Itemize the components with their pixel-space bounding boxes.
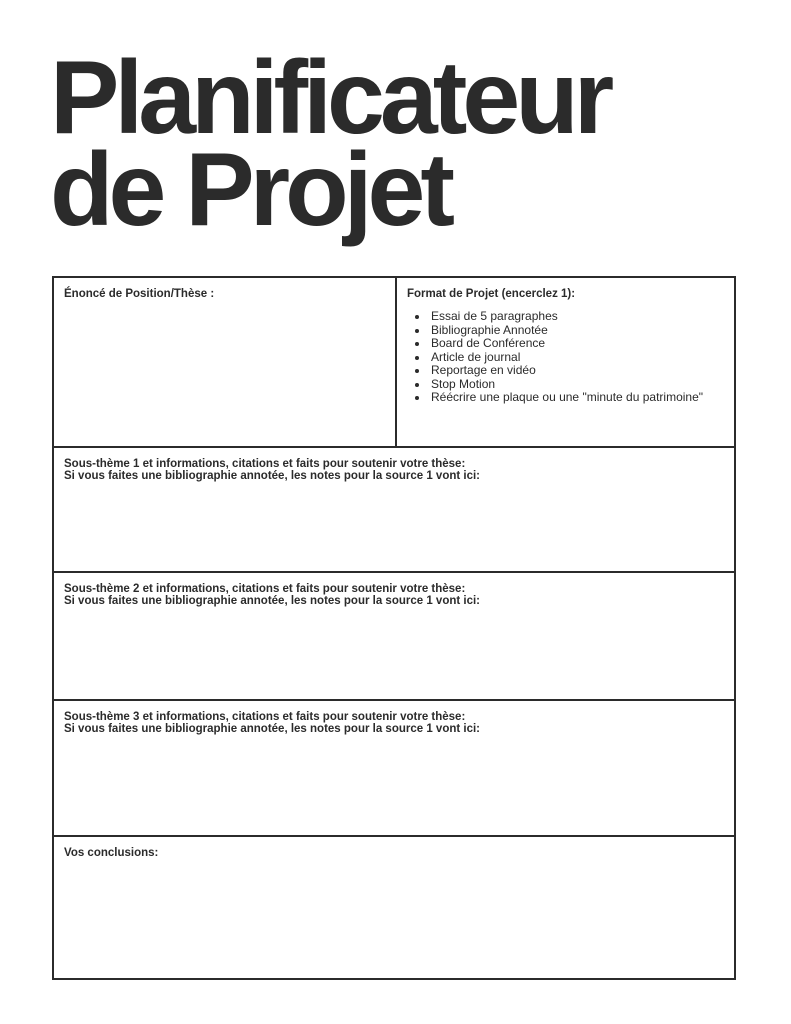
title-line-1: Planificateur	[50, 40, 610, 156]
page-title	[50, 40, 610, 248]
subtheme-2-label: Sous-thème 2 et informations, citations et faits pour soutenir votre thèse:	[64, 583, 466, 595]
format-option[interactable]: • Stop Motion	[429, 378, 724, 392]
format-option[interactable]: • Essai de 5 paragraphes	[429, 310, 724, 324]
subtheme-2-cell[interactable]	[54, 573, 734, 699]
conclusions-label: Vos conclusions:	[64, 847, 159, 859]
subtheme-1-note: Si vous faites une bibliographie annotée, les notes pour la source 1 vont ici:	[64, 470, 481, 482]
conclusions-cell[interactable]	[54, 837, 734, 978]
subtheme-1-label: Sous-thème 1 et informations, citations et faits pour soutenir votre thèse:	[64, 458, 466, 470]
subtheme-3-cell[interactable]	[54, 701, 734, 835]
subtheme-3-label: Sous-thème 3 et informations, citations et faits pour soutenir votre thèse:	[64, 711, 466, 723]
format-option[interactable]: • Board de Conférence	[429, 337, 724, 351]
planner-table	[52, 276, 736, 980]
format-option[interactable]: • Réécrire une plaque ou une "minute du patrimoine"	[429, 391, 724, 405]
thesis-cell[interactable]	[54, 278, 395, 446]
subtheme-3-note: Si vous faites une bibliographie annotée, les notes pour la source 1 vont ici:	[64, 723, 481, 735]
title-line-2: de Projet	[50, 132, 450, 248]
subtheme-2-note: Si vous faites une bibliographie annotée, les notes pour la source 1 vont ici:	[64, 595, 481, 607]
thesis-label: Énoncé de Position/Thèse :	[64, 288, 215, 300]
subtheme-1-cell[interactable]	[54, 448, 734, 571]
format-label: Format de Projet (encerclez 1):	[407, 288, 576, 300]
format-cell	[397, 278, 734, 446]
format-option[interactable]: • Article de journal	[429, 351, 724, 365]
format-option[interactable]: • Reportage en vidéo	[429, 364, 724, 378]
format-option[interactable]: • Bibliographie Annotée	[429, 324, 724, 338]
format-options-list	[407, 310, 724, 405]
